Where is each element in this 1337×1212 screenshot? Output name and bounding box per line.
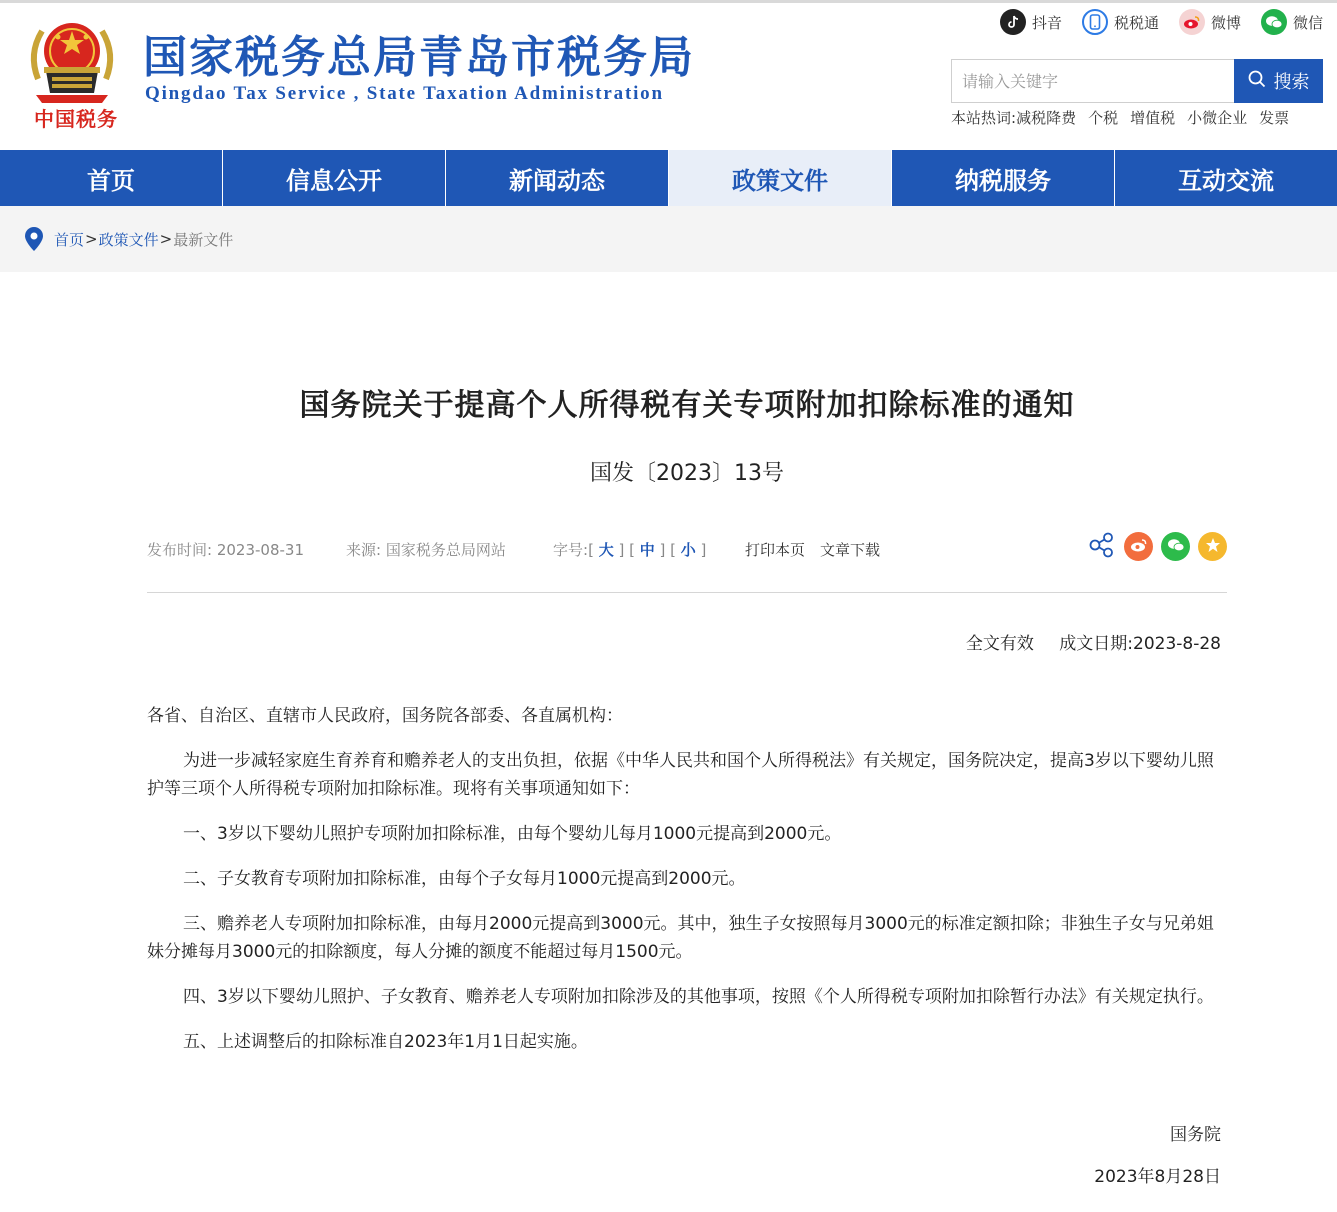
favorite-button[interactable] xyxy=(1198,532,1227,561)
hot-words xyxy=(951,107,1289,128)
salutation: 各省、自治区、直辖市人民政府，国务院各部委、各直属机构： xyxy=(147,706,623,726)
site-header xyxy=(0,0,1337,150)
tiktok-icon xyxy=(1000,9,1026,35)
body-paragraph: 为进一步减轻家庭生育养育和赡养老人的支出负担，依据《中华人民共和国个人所得税法》有关规定，国务院决定，提高3岁以下婴幼儿照护等三项个人所得税专项附加扣除标准。现将有关事项通知如下： xyxy=(147,751,1214,799)
source-value: 国家税务总局网站 xyxy=(385,541,506,559)
social-label-douyin: 抖音 xyxy=(1031,13,1062,32)
weibo-icon xyxy=(1130,537,1148,557)
breadcrumb-separator: > xyxy=(85,230,98,248)
body-paragraph: 四、3岁以下婴幼儿照护、子女教育、赡养老人专项附加扣除涉及的其他事项，按照《个人所得税专项附加扣除暂行办法》有关规定执行。 xyxy=(183,987,1214,1007)
body-paragraph: 五、上述调整后的扣除标准自2023年1月1日起实施。 xyxy=(183,1032,588,1052)
source-info xyxy=(346,539,506,560)
signer: 国务院 xyxy=(1170,1125,1221,1145)
search-box xyxy=(951,59,1323,103)
social-label-shuishuitong: 税税通 xyxy=(1113,13,1159,32)
location-pin-icon xyxy=(24,226,44,252)
article-body xyxy=(147,702,1227,1056)
nav-item-news[interactable]: 新闻动态 xyxy=(446,150,669,206)
breadcrumb-current: 最新文件 xyxy=(173,230,234,249)
publish-label: 发布时间: xyxy=(147,541,213,559)
sign-date: 2023年8月28日 xyxy=(1094,1167,1221,1187)
hot-word-link[interactable]: 增值税 xyxy=(1130,109,1176,127)
body-paragraph: 三、赡养老人专项附加扣除标准，由每月2000元提高到3000元。其中，独生子女按照每月3000元的标准定额扣除；非独生子女与兄弟姐妹分摊每月3000元的扣除额度，每人分摊的额度不能超过每月1500元。 xyxy=(147,914,1214,962)
nav-item-tax-service[interactable]: 纳税服务 xyxy=(892,150,1115,206)
search-button[interactable] xyxy=(1234,59,1323,103)
nav-item-info-disclosure[interactable]: 信息公开 xyxy=(223,150,446,206)
share-weibo-button[interactable] xyxy=(1124,532,1153,561)
document-number: 国发〔2023〕13号 xyxy=(590,461,784,486)
article-title: 国务院关于提高个人所得税有关专项附加扣除标准的通知 xyxy=(299,388,1075,423)
download-article-button[interactable]: 文章下载 xyxy=(820,541,881,559)
document-status-line xyxy=(147,629,1227,654)
publish-date: 2023-08-31 xyxy=(216,541,305,559)
hot-word-link[interactable]: 小微企业 xyxy=(1187,109,1248,127)
wechat-icon xyxy=(1167,538,1185,556)
share-wechat-button[interactable] xyxy=(1161,532,1190,561)
font-size-small-button[interactable]: 小 xyxy=(680,541,696,559)
font-size-medium-button[interactable]: 中 xyxy=(639,541,655,559)
site-subtitle: Qingdao Tax Service , State Taxation Administration xyxy=(145,83,664,104)
tax-emblem-logo[interactable] xyxy=(22,9,122,137)
nav-item-policy[interactable]: 政策文件 xyxy=(669,150,892,206)
font-size-large-button[interactable]: 大 xyxy=(598,541,614,559)
publish-info xyxy=(147,539,304,560)
body-paragraph: 二、子女教育专项附加扣除标准，由每个子女每月1000元提高到2000元。 xyxy=(183,869,746,889)
social-link-shuishuitong[interactable] xyxy=(1082,9,1159,35)
hot-word-link[interactable]: 个税 xyxy=(1088,109,1119,127)
emblem-caption: 中国税务 xyxy=(34,107,118,131)
breadcrumb-separator: > xyxy=(159,230,173,248)
social-link-wechat[interactable] xyxy=(1261,9,1323,35)
weibo-icon xyxy=(1179,9,1205,35)
breadcrumb-link-home[interactable]: 首页 xyxy=(54,230,85,249)
hot-words-label: 本站热词: xyxy=(951,109,1017,127)
hot-word-link[interactable]: 减税降费 xyxy=(1016,109,1077,127)
social-link-weibo[interactable] xyxy=(1179,9,1241,35)
social-link-douyin[interactable] xyxy=(1000,9,1062,35)
issue-date: 成文日期:2023-8-28 xyxy=(1059,634,1221,654)
validity-status: 全文有效 xyxy=(965,634,1034,654)
social-label-wechat: 微信 xyxy=(1292,13,1323,32)
star-icon xyxy=(1205,537,1221,557)
share-buttons xyxy=(1087,532,1227,561)
nav-item-home[interactable]: 首页 xyxy=(0,150,223,206)
hot-word-link[interactable]: 发票 xyxy=(1259,109,1290,127)
nav-item-interaction[interactable]: 互动交流 xyxy=(1178,166,1274,195)
breadcrumb xyxy=(0,206,1337,272)
article xyxy=(147,380,1227,1187)
social-label-weibo: 微博 xyxy=(1210,13,1241,32)
search-button-label: 搜索 xyxy=(1273,72,1310,93)
phone-icon xyxy=(1082,9,1108,35)
font-size-controls: 字号:[ 大 ] [ 中 ] [ 小 ] xyxy=(553,541,707,559)
breadcrumb-link-policy[interactable]: 政策文件 xyxy=(98,230,159,249)
search-input[interactable] xyxy=(951,59,1234,103)
body-paragraph: 一、3岁以下婴幼儿照护专项附加扣除标准，由每个婴幼儿每月1000元提高到2000元。 xyxy=(183,824,842,844)
main-nav xyxy=(0,150,1337,206)
share-icon xyxy=(1088,531,1116,563)
site-title[interactable]: 国家税务总局青岛市税务局 xyxy=(143,32,695,83)
search-icon xyxy=(1248,70,1266,93)
share-button[interactable] xyxy=(1087,532,1116,561)
print-page-button[interactable]: 打印本页 xyxy=(745,541,806,559)
wechat-icon xyxy=(1261,9,1287,35)
font-size-label: 字号: xyxy=(553,541,589,559)
article-meta-bar xyxy=(147,535,1227,593)
source-label: 来源: xyxy=(346,541,382,559)
social-links xyxy=(1000,9,1323,35)
